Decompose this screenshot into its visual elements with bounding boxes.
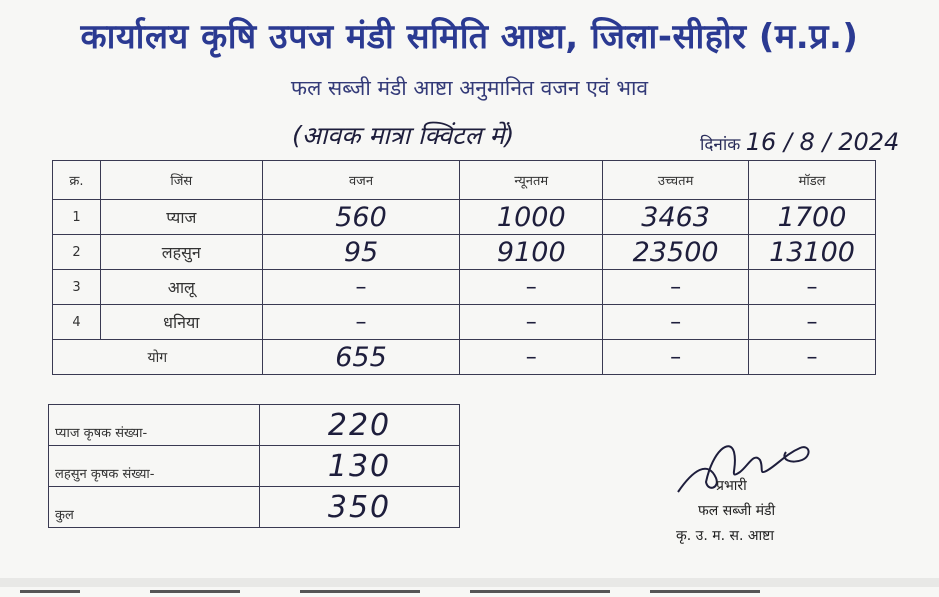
signatory-dept: फल सब्जी मंडी xyxy=(698,503,776,519)
row-sn: 1 xyxy=(53,200,101,235)
row-crop: धनिया xyxy=(100,305,262,340)
farmer-label: प्याज कृषक संख्या- xyxy=(49,405,260,446)
col-header-crop: जिंस xyxy=(100,161,262,200)
row-max: – xyxy=(603,305,749,340)
row-weight: 95 xyxy=(262,235,460,270)
date-value: 16 / 8 / 2024 xyxy=(745,128,900,156)
price-table-header xyxy=(53,161,876,200)
signatory-office: कृ. उ. म. स. आष्टा xyxy=(676,528,774,544)
row-crop: प्याज xyxy=(100,200,262,235)
row-sn: 4 xyxy=(53,305,101,340)
total-min: – xyxy=(460,340,603,375)
farmer-count-table xyxy=(48,404,460,528)
row-min: 9100 xyxy=(460,235,603,270)
total-max: – xyxy=(603,340,749,375)
row-min: – xyxy=(460,305,603,340)
farmer-label: कुल xyxy=(49,487,260,528)
farmer-value: 220 xyxy=(260,405,460,446)
row-max: 23500 xyxy=(603,235,749,270)
row-modal: – xyxy=(749,305,876,340)
table-row xyxy=(53,305,876,340)
signature-block xyxy=(676,474,775,549)
report-subtitle: फल सब्जी मंडी आष्टा अनुमानित वजन एवं भाव xyxy=(290,76,649,100)
unit-note: (आवक मात्रा क्विंटल में) xyxy=(292,121,515,150)
total-row xyxy=(53,340,876,375)
table-row xyxy=(53,200,876,235)
col-header-min: न्यूनतम xyxy=(460,161,603,200)
row-sn: 3 xyxy=(53,270,101,305)
row-weight: – xyxy=(262,305,460,340)
page-bottom-edge xyxy=(0,578,939,587)
col-header-sn: क्र. xyxy=(53,161,101,200)
row-sn: 2 xyxy=(53,235,101,270)
table-row xyxy=(53,270,876,305)
row-max: 3463 xyxy=(603,200,749,235)
date-block xyxy=(700,128,899,156)
row-weight: – xyxy=(262,270,460,305)
signatory-title: प्रभारी xyxy=(716,478,747,494)
office-title: कार्यालय कृषि उपज मंडी समिति आष्टा, जिला-सीहोर (म.प्र.) xyxy=(80,17,859,57)
farmer-row xyxy=(49,487,460,528)
col-header-modal: मॉडल xyxy=(749,161,876,200)
farmer-value: 350 xyxy=(260,487,460,528)
date-label: दिनांक xyxy=(700,135,741,155)
row-crop: लहसुन xyxy=(100,235,262,270)
table-row xyxy=(53,235,876,270)
farmer-value: 130 xyxy=(260,446,460,487)
row-max: – xyxy=(603,270,749,305)
total-modal: – xyxy=(749,340,876,375)
row-modal: – xyxy=(749,270,876,305)
row-min: 1000 xyxy=(460,200,603,235)
farmer-row xyxy=(49,405,460,446)
total-label: योग xyxy=(53,340,263,375)
total-weight: 655 xyxy=(262,340,460,375)
col-header-weight: वजन xyxy=(262,161,460,200)
price-table xyxy=(52,160,876,375)
row-modal: 13100 xyxy=(749,235,876,270)
row-crop: आलू xyxy=(100,270,262,305)
row-min: – xyxy=(460,270,603,305)
row-weight: 560 xyxy=(262,200,460,235)
farmer-row xyxy=(49,446,460,487)
row-modal: 1700 xyxy=(749,200,876,235)
col-header-max: उच्चतम xyxy=(603,161,749,200)
farmer-label: लहसुन कृषक संख्या- xyxy=(49,446,260,487)
